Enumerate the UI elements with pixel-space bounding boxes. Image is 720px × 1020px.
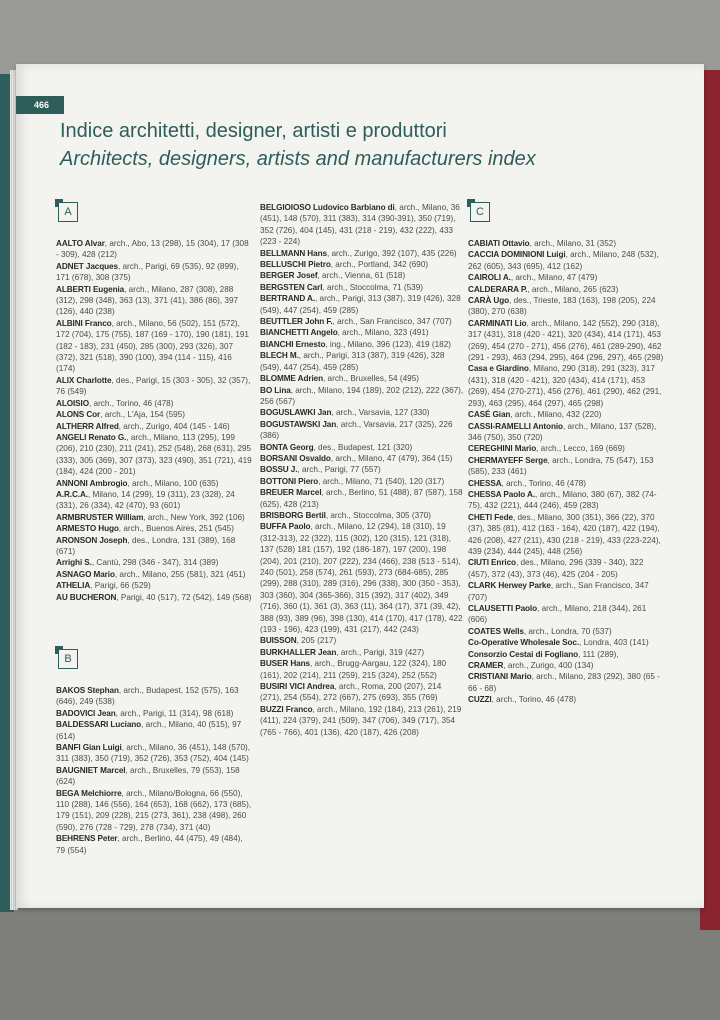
index-entry — [468, 478, 664, 489]
index-entry — [468, 409, 664, 420]
entry-name: ARMESTO Hugo — [56, 524, 119, 534]
entry-name: BLECH M. — [260, 351, 299, 361]
index-entry — [468, 626, 664, 637]
entry-name: ALIX Charlotte — [56, 375, 112, 385]
entry-detail: , arch., San Francisco, 347 (707) — [468, 581, 649, 602]
entry-detail: , Milano, 290 (318), 291 (323), 317 (431), 318 (420 - 421), 320 (434), 414 (171), 453 (269), 454 (270-271), 456 (276), 461 (290), 462 (291, 293), 463 (295), 464 (297), 465 (298) — [468, 364, 662, 408]
index-entry — [260, 704, 464, 738]
page-title-english: Architects, designers, artists and manufacturers index — [60, 148, 536, 170]
entry-name: CALDERARA P. — [468, 284, 528, 294]
entry-detail: , des., Milano, 300 (351), 366 (22), 370 (37), 385 (81), 412 (163 - 164), 420 (187), 422 (194), 426 (208), 427 (211), 430 (218 - 219), 433 (223-224), 439 (234), 444 (245), 448 (256) — [468, 512, 661, 556]
entry-detail: , arch., New York, 392 (106) — [143, 512, 245, 522]
entries-b-left — [56, 685, 252, 856]
entry-detail: , ing., Milano, 396 (123), 419 (182) — [325, 339, 451, 349]
index-entry — [468, 421, 664, 444]
entry-name: BLOMME Adrien — [260, 374, 323, 384]
index-entry — [56, 742, 252, 765]
section-letter-c: C — [470, 202, 490, 222]
entry-detail: , Cantù, 298 (346 - 347), 314 (389) — [91, 558, 219, 568]
entry-name: A.R.C.A. — [56, 489, 88, 499]
index-entry — [56, 478, 252, 489]
desk-background-bottom — [0, 905, 720, 1020]
entry-detail: , arch., Zurigo, 400 (134) — [503, 661, 594, 671]
entry-name: BALDESSARI Luciano — [56, 720, 142, 730]
index-entry — [468, 557, 664, 580]
entry-detail: , arch., Roma, 200 (207), 214 (271), 254 (554), 272 (667), 275 (693), 355 (769) — [260, 682, 442, 703]
section-letter-b: B — [58, 649, 78, 669]
index-entry — [56, 512, 252, 523]
index-entry — [468, 284, 664, 295]
entry-name: BORSANI Osvaldo — [260, 453, 331, 463]
entry-detail: , des., Trieste, 183 (163), 198 (205), 224 (380), 270 (638) — [468, 296, 656, 317]
index-entry — [56, 557, 252, 568]
entry-name: ALBINI Franco — [56, 318, 112, 328]
entry-detail: , arch., Milano, 283 (292), 380 (65 - 66 - 68) — [468, 672, 660, 693]
entry-detail: , arch., Budapest, 152 (575), 163 (646), 249 (538) — [56, 686, 239, 707]
entry-detail: , arch., Berlino, 51 (488), 87 (587), 158 (625), 428 (213) — [260, 488, 463, 509]
index-column-3 — [468, 202, 664, 706]
entry-detail: , arch., Zurigo, 404 (145 - 146) — [118, 421, 230, 431]
entry-detail: , arch., Milano, 100 (635) — [127, 478, 219, 488]
entry-detail: , des., Parigi, 15 (303 - 305), 32 (357), 76 (549) — [56, 375, 251, 397]
entry-name: BAUGNIET Marcel — [56, 765, 126, 775]
index-entry — [260, 658, 464, 681]
entry-name: BELGIOIOSO Ludovico Barbiano di — [260, 203, 395, 212]
entry-name: ATHELIA — [56, 581, 91, 591]
entry-detail: , arch., Milano, 248 (532), 262 (605), 343 (695), 412 (162) — [468, 250, 659, 271]
entry-name: CARÀ Ugo — [468, 296, 510, 306]
entry-detail: , arch., Abo, 13 (298), 15 (304), 17 (308 - 309), 428 (212) — [56, 239, 249, 260]
entry-detail: , arch., Milano, 432 (220) — [510, 410, 602, 420]
entry-detail: , arch., Milano/Bologna, 66 (550), 110 (288), 146 (556), 164 (653), 168 (662), 173 (685), 179 (151), 209 (228), 215 (273, 361), 238 (498), 260 (590), 276 (728 - 729), 278 (734), 371 (40) — [56, 788, 252, 832]
entry-name: BUSIRI VICI Andrea — [260, 682, 335, 692]
index-entry — [260, 510, 464, 521]
entry-detail: , 205 (217) — [296, 636, 337, 646]
index-entry — [260, 453, 464, 464]
index-entry — [260, 635, 464, 646]
entry-name: Consorzio Cestai di Fogliano — [468, 649, 579, 659]
entry-name: BURKHALLER Jean — [260, 647, 337, 657]
index-entry — [260, 327, 464, 338]
entry-detail: , arch., Milano, 137 (528), 346 (750), 350 (720) — [468, 421, 657, 442]
index-entry — [56, 833, 252, 856]
entry-detail: , arch., Milano, 194 (189), 202 (212), 222 (367), 256 (567) — [260, 385, 464, 406]
index-entry — [468, 363, 664, 409]
index-entry — [468, 580, 664, 603]
page-title-italian: Indice architetti, designer, artisti e produttori — [60, 120, 447, 142]
entry-name: ARMBRUSTER William — [56, 512, 144, 522]
entry-name: AALTO Alvar — [56, 239, 105, 248]
index-entry — [260, 385, 464, 408]
entry-name: CHESSA — [468, 478, 502, 488]
index-entry — [260, 350, 464, 373]
entry-name: ALTHERR Alfred — [56, 421, 119, 431]
entry-name: ASNAGO Mario — [56, 569, 115, 579]
entry-detail: , arch., Parigi, 69 (535), 92 (899), 171 (678), 308 (375) — [56, 261, 239, 283]
entry-name: CUZZI — [468, 695, 492, 705]
index-entry — [468, 443, 664, 454]
entry-detail: , arch., Milano, 323 (491) — [337, 328, 429, 338]
index-entry — [56, 375, 252, 398]
index-entry — [56, 569, 252, 580]
entry-name: BUZZI Franco — [260, 704, 313, 714]
index-entry — [260, 647, 464, 658]
index-entry — [56, 238, 252, 261]
index-entry — [260, 339, 464, 350]
entry-detail: , arch., Milano, 47 (479), 364 (15) — [330, 453, 453, 463]
index-entry — [468, 603, 664, 626]
index-column-1 — [56, 202, 252, 856]
index-entry — [468, 694, 664, 705]
index-entry — [468, 455, 664, 478]
entry-detail: , arch., Bruxelles, 79 (553), 158 (624) — [56, 765, 240, 787]
entry-name: BELLMANN Hans — [260, 248, 327, 258]
index-entry — [468, 295, 664, 318]
index-entry — [56, 432, 252, 478]
entries-a — [56, 238, 252, 603]
index-entry — [260, 282, 464, 293]
entry-detail: , arch., Torino, 46 (478) — [88, 398, 174, 408]
index-entry — [56, 398, 252, 409]
index-entry — [260, 293, 464, 316]
entry-name: BIANCHETTI Angelo — [260, 328, 338, 338]
entry-name: BREUER Marcel — [260, 488, 322, 498]
entry-name: ANNONI Ambrogio — [56, 478, 128, 488]
entry-name: BRISBORG Bertil — [260, 510, 326, 520]
entry-detail: , arch., Parigi, 77 (557) — [297, 465, 381, 475]
entry-name: CAIROLI A. — [468, 273, 511, 283]
index-entry — [468, 318, 664, 364]
index-entry — [56, 523, 252, 534]
index-entry — [56, 489, 252, 512]
entry-detail: , arch., Milano, 71 (540), 120 (317) — [318, 476, 445, 486]
entry-detail: , 111 (289), — [578, 649, 619, 659]
entry-detail: , arch., Torino, 46 (478) — [491, 695, 577, 705]
entry-detail: , arch., Berlino, 44 (475), 49 (484), 79 (554) — [56, 834, 243, 855]
index-entry — [56, 719, 252, 742]
entry-name: BUSER Hans — [260, 659, 310, 669]
entry-detail: , arch., Parigi, 313 (387), 319 (426), 328 (549), 447 (254), 459 (285) — [260, 294, 461, 315]
entries-b-right — [260, 202, 464, 738]
entry-detail: , arch., Milano, 287 (308), 288 (312), 298 (348), 363 (13), 371 (41), 386 (86), 397 (126), 440 (238) — [56, 284, 239, 317]
entry-name: BEHRENS Peter — [56, 834, 118, 844]
entry-detail: , arch., Londra, 70 (537) — [523, 626, 612, 636]
entry-name: ARONSON Joseph — [56, 535, 128, 545]
index-entry — [468, 249, 664, 272]
section-letter-a: A — [58, 202, 78, 222]
index-entry — [56, 708, 252, 719]
entry-name: BAKOS Stephan — [56, 686, 119, 695]
index-entry — [56, 318, 252, 375]
index-entry — [468, 489, 664, 512]
entry-name: BOGUSLAWKI Jan — [260, 408, 332, 418]
index-entry — [56, 592, 252, 603]
entry-detail: , arch., Milano, 36 (451), 148 (570), 311 (383), 314 (390-391), 350 (719), 352 (726), 404 (145), 431 (218 - 219), 432 (222), 433 (223 - 224) — [260, 203, 460, 247]
entry-detail: , arch., Milano, 255 (581), 321 (451) — [114, 569, 246, 579]
entry-detail: , Milano, 14 (299), 19 (311), 23 (328), 24 (331), 26 (334), 42 (470), 93 (601) — [56, 489, 235, 511]
entry-name: ADNET Jacques — [56, 261, 118, 271]
entry-name: Casa e Giardino — [468, 364, 529, 374]
entry-name: BUISSON — [260, 636, 297, 646]
index-column-2 — [260, 202, 464, 738]
entry-name: BIANCHI Ernesto — [260, 339, 326, 349]
entry-detail: , arch., Milano, 218 (344), 261 (606) — [468, 604, 647, 625]
entry-name: CHETI Fede — [468, 512, 513, 522]
entry-detail: , arch., Londra, 75 (547), 153 (585), 233 (461) — [468, 455, 654, 477]
entry-detail: , arch., Stoccolma, 71 (539) — [322, 282, 423, 292]
entry-detail: , arch., Torino, 46 (478) — [501, 478, 587, 488]
index-entry — [468, 272, 664, 283]
entry-detail: , arch., Varsavia, 217 (325), 226 (386) — [260, 419, 453, 441]
index-entry — [56, 685, 252, 708]
entry-name: BERGSTEN Carl — [260, 282, 323, 292]
entry-name: ANGELI Renato G. — [56, 432, 127, 442]
entry-name: CABIATI Ottavio — [468, 239, 530, 248]
index-entry — [260, 270, 464, 281]
entry-name: AU BUCHERON — [56, 592, 117, 602]
book-page — [16, 64, 704, 908]
entry-name: BADOVICI Jean — [56, 708, 116, 718]
index-entry — [56, 535, 252, 558]
entry-detail: , arch., Zurigo, 392 (107), 435 (226) — [326, 248, 457, 258]
entry-detail: , arch., Milano, 192 (184), 213 (261), 219 (411), 224 (379), 241 (509), 347 (706), 349 (717), 354 (765 - 766), 401 (136), 420 (187), 426 (208) — [260, 704, 462, 737]
index-entry — [260, 259, 464, 270]
index-entry — [260, 202, 464, 248]
entry-name: BONTA Georg — [260, 442, 314, 452]
entry-detail: , arch., Brugg-Aargau, 122 (324), 180 (161), 202 (214), 211 (259), 215 (324), 252 (552) — [260, 659, 447, 680]
entry-detail: , arch., Lecco, 169 (669) — [536, 444, 625, 454]
entry-name: CARMINATI Lio — [468, 318, 527, 328]
entry-name: CLARK Herwey Parke — [468, 581, 551, 591]
entry-name: BOGUSTAWSKI Jan — [260, 419, 337, 429]
entry-detail: , arch., Buenos Aires, 251 (545) — [118, 524, 234, 534]
entry-detail: , arch., San Francisco, 347 (707) — [332, 317, 452, 327]
page-number: 466 — [16, 96, 64, 114]
entry-name: CACCIA DOMINIONI Luigi — [468, 250, 566, 260]
index-entry — [260, 373, 464, 384]
index-entry — [260, 521, 464, 635]
entry-name: BUFFA Paolo — [260, 522, 311, 532]
entry-detail: , arch., Varsavia, 127 (330) — [331, 408, 430, 418]
entry-detail: , arch., Portland, 342 (690) — [330, 260, 429, 270]
entry-detail: , arch., Milano, 36 (451), 148 (570), 311 (383), 350 (719), 352 (726), 353 (752), 404 (145) — [56, 743, 251, 764]
entry-name: Co-Operative Wholesale Soc. — [468, 638, 580, 648]
entry-detail: , arch., Milano, 40 (515), 97 (614) — [56, 720, 242, 741]
entry-detail: , arch., Milano, 31 (352) — [529, 239, 617, 248]
entry-name: BELLUSCHI Pietro — [260, 260, 331, 270]
index-entry — [56, 284, 252, 318]
entry-detail: , arch., Milano, 380 (67), 382 (74-75), 432 (221), 444 (246), 459 (283) — [468, 489, 657, 511]
entry-detail: , des., Londra, 131 (389), 168 (671) — [56, 535, 236, 556]
entry-name: CASSI-RAMELLI Antonio — [468, 421, 563, 431]
entry-name: BO Lina — [260, 385, 291, 395]
entry-name: COATES Wells — [468, 626, 524, 636]
index-entry — [260, 407, 464, 418]
entry-detail: , arch., Parigi, 11 (314), 98 (618) — [115, 708, 234, 718]
entry-name: CEREGHINI Mario — [468, 444, 537, 454]
entry-detail: , des., Budapest, 121 (320) — [313, 442, 413, 452]
entry-name: CLAUSETTI Paolo — [468, 604, 538, 613]
index-entry — [260, 476, 464, 487]
entry-name: CRISTIANI Mario — [468, 672, 532, 682]
index-entry — [260, 681, 464, 704]
entry-name: BERGER Josef — [260, 271, 318, 281]
entry-detail: , arch., Milano, 56 (502), 151 (572), 172 (704), 175 (755), 187 (169 - 170), 190 (181), 191 (182 - 183), 231 (450), 285 (300), 293 (326), 307 (372), 321 (518), 390 (100), 394 (114 - 115), 416 (174) — [56, 318, 249, 374]
entry-name: BERTRAND A. — [260, 294, 315, 304]
index-entry — [56, 421, 252, 432]
index-entry — [468, 660, 664, 671]
entry-detail: , arch., Bruxelles, 54 (495) — [322, 374, 420, 384]
entry-name: CASÉ Gian — [468, 410, 511, 420]
index-entry — [468, 238, 664, 249]
entry-detail: , arch., Parigi, 319 (427) — [336, 647, 425, 657]
index-entry — [56, 409, 252, 420]
entry-name: BEGA Melchiorre — [56, 788, 122, 798]
entry-name: CRAMER — [468, 661, 504, 671]
index-entry — [56, 261, 252, 284]
entries-c — [468, 238, 664, 706]
entry-name: ALONS Cor — [56, 410, 101, 420]
index-entry — [468, 671, 664, 694]
entry-detail: , arch., Milano, 265 (623) — [527, 284, 619, 294]
index-entry — [56, 788, 252, 834]
entry-detail: , Parigi, 66 (529) — [90, 581, 151, 591]
entry-name: CHERMAYEFF Serge — [468, 455, 548, 465]
entry-name: ALOISIO — [56, 398, 89, 408]
index-entry — [260, 248, 464, 259]
entry-name: ALBERTI Eugenia — [56, 284, 125, 294]
entry-name: Arrighi S. — [56, 558, 92, 568]
entry-detail: , arch., Milano, 142 (552), 290 (318), 317 (431), 318 (420 - 421), 320 (434), 414 (171), 453 (269), 454 (270 - 271), 456 (276), 461 (289-290), 462 (291 - 293), 463 (294, 295), 464 (296, 297), 465 (298) — [468, 318, 664, 363]
entry-detail: , arch., L'Aja, 154 (595) — [100, 410, 185, 420]
index-entry — [56, 580, 252, 591]
entry-name: BOSSU J. — [260, 465, 298, 475]
entry-detail: , des., Milano, 296 (339 - 340), 322 (457), 372 (43), 373 (46), 425 (204 - 205) — [468, 558, 644, 579]
index-entry — [468, 649, 664, 660]
entry-name: BOTTONI Piero — [260, 476, 319, 486]
index-entry — [260, 464, 464, 475]
index-entry — [260, 316, 464, 327]
entry-detail: , arch., Milano, 47 (479) — [510, 273, 598, 283]
entry-detail: , arch., Milano, 113 (295), 199 (206), 210 (230), 211 (241), 252 (548), 268 (631), 295 (333), 305 (369), 307 (373), 323 (490), 351 (721), 419 (184), 424 (200 - 201) — [56, 432, 252, 477]
entry-detail: , arch., Vienna, 61 (518) — [317, 271, 406, 281]
index-entry — [468, 637, 664, 648]
entry-detail: , arch., Stoccolma, 305 (370) — [325, 510, 431, 520]
index-entry — [260, 442, 464, 453]
entry-name: CHESSA Paolo A. — [468, 489, 536, 499]
entry-detail: , arch., Milano, 12 (294), 18 (310), 19 (312-313), 22 (322), 115 (302), 120 (315), 121 (318), 137 (528) 181 (157), 192 (186-187), 197 (200), 198 (204), 201 (210), 207 (222), 234 (466), 238 (513 - 514), 240 (501), 258 (574), 261 (593), 273 (684-685), 285 (299), 288 (310), 289 (316), 296 (338), 300 (350 - 353), 303 (360), 304 (365-366), 315 (392), 317 (402), 349 (716), 360 (1), 361 (3), 363 (11), 364 (17), 371 (39, 42), 388 (93), 389 (96), 398 (130), 414 (170), 417 (178), 422 (193 - 196), 423 (199), 431 (217), 442 (243) — [260, 522, 463, 635]
index-entry — [468, 512, 664, 558]
entry-name: BANFI Gian Luigi — [56, 743, 122, 753]
entry-name: BEUTTLER John F. — [260, 317, 333, 327]
entry-detail: , Londra, 403 (141) — [579, 638, 649, 648]
entry-detail: , arch., Parigi, 313 (387), 319 (426), 328 (549), 447 (254), 459 (285) — [260, 351, 445, 372]
index-entry — [56, 765, 252, 788]
index-entry — [260, 419, 464, 442]
entry-detail: , Parigi, 40 (517), 72 (542), 149 (568) — [116, 592, 252, 602]
index-entry — [260, 487, 464, 510]
entry-name: CIUTI Enrico — [468, 558, 516, 568]
